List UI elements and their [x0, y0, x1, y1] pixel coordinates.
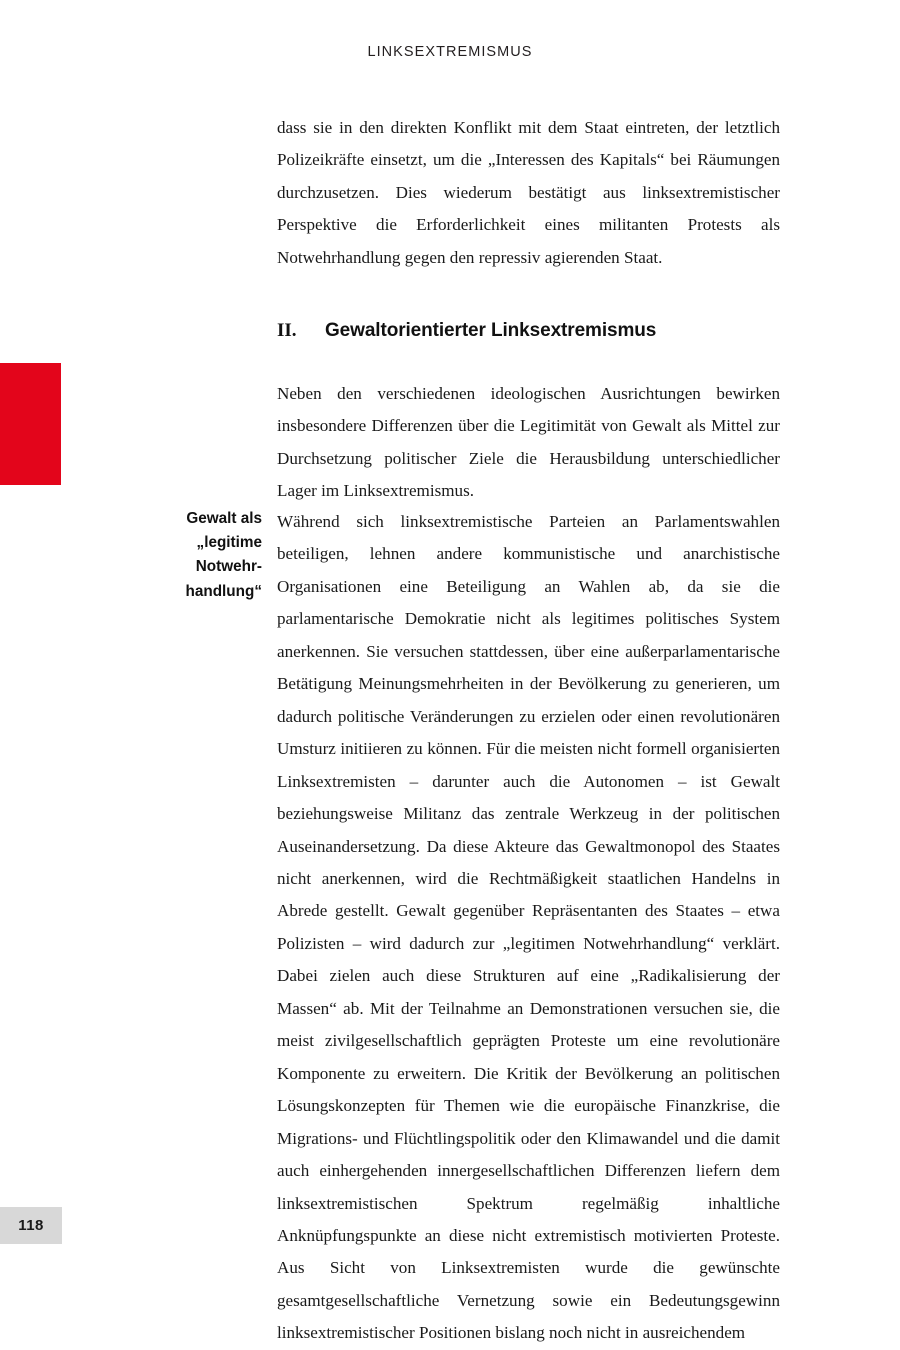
section-edge-marker — [0, 363, 61, 485]
margin-note — [72, 507, 262, 604]
margin-note-line-1: Gewalt als — [186, 510, 262, 527]
section-title: Gewaltorientierter Linksextremismus — [325, 320, 657, 341]
continued-paragraph-block — [277, 112, 780, 274]
intro-paragraph-block — [277, 378, 780, 508]
running-head: LINKSEXTREMISMUS — [367, 44, 533, 60]
main-paragraph: Während sich linksextremistische Parteien an Parlamentswahlen beteiligen, lehnen andere kommunistische und anarchistische Organisationen eine Beteiligung an Wahlen ab, da sie die parlamentarische Demokratie nicht als legitimes politisches System anerkennen. Sie versuchen stattdessen, über eine außerparlamentarische Betätigung Meinungsmehrheiten in der Bevölkerung zu generieren, um dadurch politische Veränderungen zu erzielen oder einen revolutionären Umsturz initiieren zu können. Für die meisten nicht formell organisierten Linksextremisten – darunter auch die Autonomen – ist Gewalt beziehungsweise Militanz das zentrale Werkzeug in der politischen Auseinandersetzung. Da diese Akteure das Gewaltmonopol des Staates nicht anerkennen, wird die Rechtmäßigkeit staatlichen Handelns in Abrede gestellt. Gewalt gegenüber Repräsentanten des Staates – etwa Polizisten – wird dadurch zur „legitimen Notwehrhandlung“ verklärt. Dabei zielen auch diese Strukturen auf eine „Radikalisierung der Massen“ ab. Mit der Teilnahme an Demonstrationen versuchen sie, die meist zivilgesellschaftlich geprägten Proteste um eine revolutionäre Komponente zu erweitern. Die Kritik der Bevölkerung an politischen Lösungskonzepten für Themen wie die europäische Finanzkrise, die Migrations- und Flüchtlingspolitik oder den Klimawandel und die damit auch einhergehenden innergesellschaftlichen Differenzen liefern dem linksextremistischen Spektrum regelmäßig inhaltliche Anknüpfungspunkte an diese nicht extremistisch motivierten Proteste. Aus Sicht von Linksextremisten wurde die gewünschte gesamtgesellschaftliche Vernetzung sowie ein Bedeutungsgewinn linksextremistischer Positionen bislang noch nicht in ausreichendem — [277, 512, 780, 1343]
section-heading — [277, 320, 780, 342]
intro-paragraph: Neben den verschiedenen ideologischen Ausrichtungen bewirken insbesondere Differenzen über die Legitimität von Gewalt als Mittel zur Durchsetzung politischer Ziele die Herausbildung unterschiedlicher Lager im Linksextremismus. — [277, 384, 780, 501]
continued-paragraph: dass sie in den direkten Konflikt mit dem Staat eintreten, der letztlich Polizeikräfte einsetzt, um die „Interessen des Kapitals“ bei Räumungen durchzusetzen. Dies wiederum bestätigt aus linksextremistischer Perspektive die Erforderlichkeit eines militanten Protests als Notwehrhandlung gegen den repressiv agierenden Staat. — [277, 118, 780, 267]
page-number: 118 — [18, 1217, 44, 1234]
main-paragraph-block — [277, 506, 780, 1350]
page-number-box — [0, 1207, 62, 1244]
margin-note-line-2: „legitime — [196, 534, 262, 552]
margin-note-line-3: Notwehr- — [195, 558, 262, 576]
section-number: II. — [277, 320, 297, 341]
margin-note-line-4: handlung“ — [185, 582, 262, 600]
